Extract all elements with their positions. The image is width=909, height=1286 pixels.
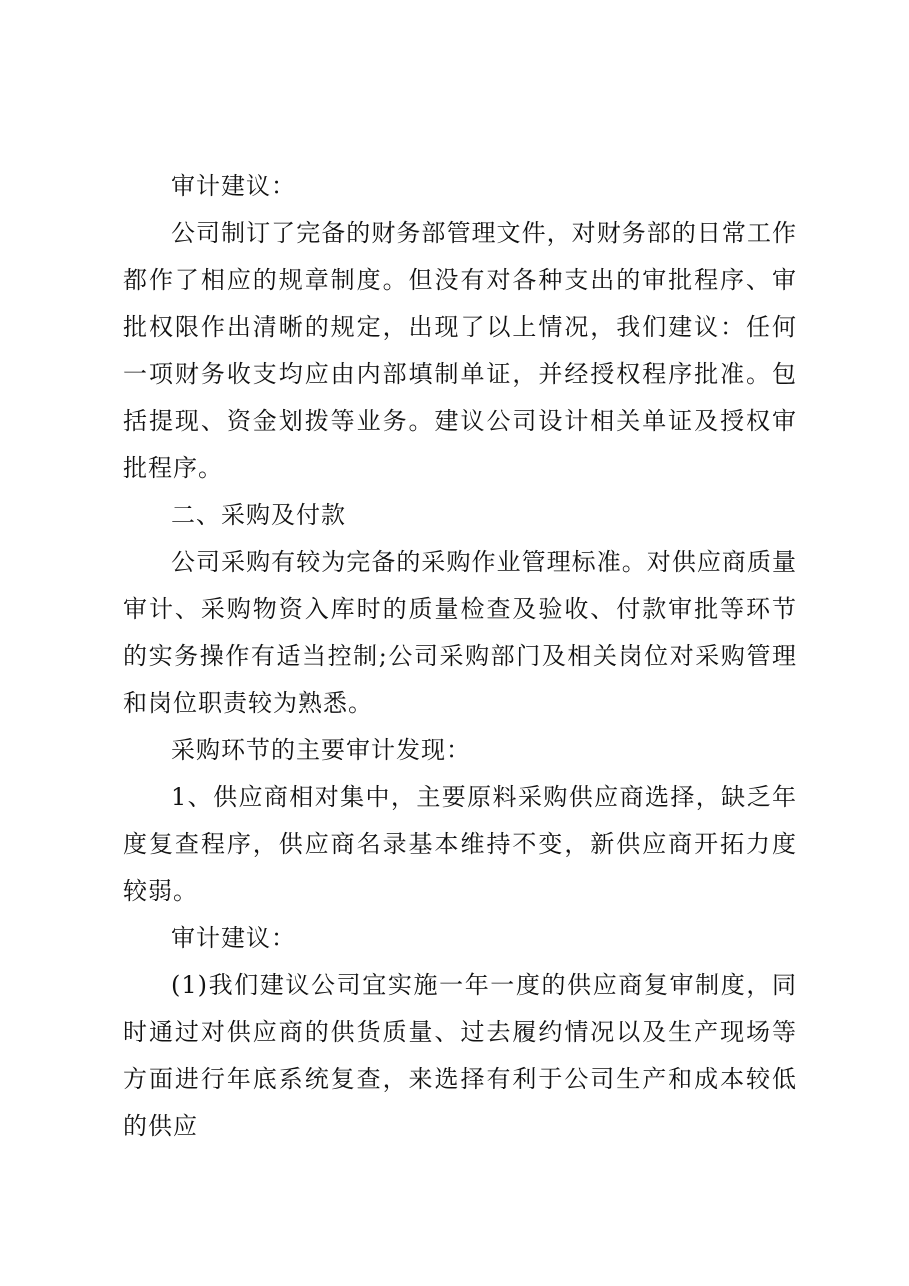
paragraph-audit-suggestion-heading-2: 审计建议： <box>171 924 296 952</box>
paragraph-procurement-findings-heading: 采购环节的主要审计发现： <box>171 736 471 764</box>
paragraph-audit-suggestion-heading: 审计建议： <box>171 172 296 200</box>
paragraph-finding-1: 1、供应商相对集中，主要原料采购供应商选择，缺乏年度复查程序，供应商名录基本维持不变，新供应商开拓力度较弱。 <box>123 783 797 905</box>
document-body <box>123 163 797 1150</box>
paragraph-procurement-standards: 公司采购有较为完备的采购作业管理标准。对供应商质量审计、采购物资入库时的质量检查及验收、付款审批等环节的实务操作有适当控制;公司采购部门及相关岗位对采购管理和岗位职责较为熟悉。 <box>123 548 797 717</box>
paragraph-suggestion-1: (1)我们建议公司宜实施一年一度的供应商复审制度，同时通过对供应商的供货质量、过去履约情况以及生产现场等方面进行年底系统复查，来选择有利于公司生产和成本较低的供应 <box>123 971 797 1140</box>
paragraph-finance-management: 公司制订了完备的财务部管理文件，对财务部的日常工作都作了相应的规章制度。但没有对各种支出的审批程序、审批权限作出清晰的规定，出现了以上情况，我们建议：任何一项财务收支均应由内部填制单证，并经授权程序批准。包括提现、资金划拨等业务。建议公司设计相关单证及授权审批程序。 <box>123 219 797 482</box>
section-heading-procurement-payment: 二、采购及付款 <box>171 501 346 529</box>
